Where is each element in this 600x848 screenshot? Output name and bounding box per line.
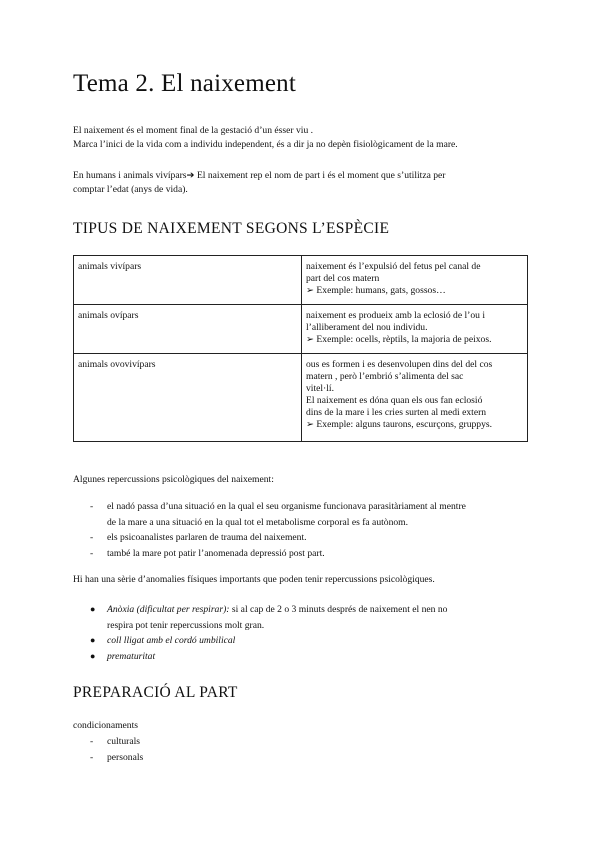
list-item: - personals	[90, 750, 143, 766]
list-item-continuation: de la mare a una situació en la qual tot el metabolisme corporal es fa autònom.	[107, 516, 409, 528]
table-row	[74, 256, 528, 305]
anomalies-intro: Hi han una sèrie d’anomalies físiques importants que poden tenir repercussions psicològiques.	[73, 574, 435, 585]
table-row	[74, 305, 528, 354]
section-heading-tipus: TIPUS DE NAIXEMENT SEGONS L’ESPÈCIE	[73, 220, 390, 237]
conditions-list	[90, 734, 143, 765]
description-line: matern , però l’embrió s’alimenta del sac	[306, 371, 464, 382]
birth-types-table	[73, 255, 528, 442]
anomalies-list	[90, 602, 540, 664]
page-title: Tema 2. El naixement	[73, 70, 297, 97]
dash-marker: -	[90, 501, 94, 512]
bullet-marker: ●	[90, 650, 96, 661]
list-item: ● Anòxia (dificultat per respirar): si al cap de 2 o 3 minuts després de naixement el nen no	[90, 602, 540, 618]
description-line: naixement és l’expulsió del fetus pel canal de	[306, 261, 481, 272]
list-item: - el nadó passa d’una situació en la qual el seu organisme funcionava parasitàriament al mentre	[90, 499, 540, 515]
description-line: vitel·lí.	[306, 383, 334, 394]
table-row	[74, 354, 528, 442]
list-item: - culturals	[90, 734, 143, 750]
table-cell-description	[302, 256, 528, 305]
dash-marker: -	[90, 532, 94, 543]
list-item-continuation: respira pot tenir repercussions molt gran.	[107, 619, 265, 631]
list-item: ● prematuritat	[90, 649, 540, 665]
intro-line-2: Marca l’inici de la vida com a individu independent, és a dir ja no depèn fisiològicament de la mare.	[73, 139, 458, 150]
repercussions-intro: Algunes repercussions psicològiques del naixement:	[73, 474, 274, 485]
dash-marker: -	[90, 736, 94, 747]
description-line: ous es formen i es desenvolupen dins del del cos	[306, 359, 493, 370]
table-cell-description	[302, 354, 528, 442]
dash-marker: -	[90, 547, 94, 559]
description-line: dins de la mare i les cries surten al medi extern	[306, 407, 487, 418]
list-item: - també la mare pot patir l’anomenada depressió post part.	[90, 546, 540, 562]
table-cell-type: animals ovovivípars	[74, 354, 302, 442]
table-cell-description	[302, 305, 528, 354]
bullet-marker: ●	[90, 604, 96, 614]
description-line: part del cos matern	[306, 273, 380, 284]
description-line: El naixement es dóna quan els ous fan eclosió	[306, 395, 483, 406]
list-item: - els psicoanalistes parlaren de trauma del naixement.	[90, 530, 540, 546]
intro-line-1: El naixement és el moment final de la gestació d’un ésser viu .	[73, 125, 314, 136]
table-cell-type: animals vivípars	[74, 256, 302, 305]
description-line: ➢ Exemple: ocells, rèptils, la majoria de peixos.	[306, 334, 492, 345]
description-line: naixement es produeix amb la eclosió de l’ou i	[306, 310, 486, 321]
description-line: ➢ Exemple: alguns taurons, escurçons, gruppys.	[306, 419, 493, 430]
intro-line-3: En humans i animals vivípars➔ El naixement rep el nom de part i és el moment que s’utilitza per	[73, 170, 446, 181]
section-heading-preparacio: PREPARACIÓ AL PART	[73, 684, 238, 701]
description-line: ➢ Exemple: humans, gats, gossos…	[306, 285, 446, 296]
intro-line-4: comptar l’edat (anys de vida).	[73, 184, 188, 195]
repercussions-list	[90, 499, 540, 561]
table-cell-type: animals ovípars	[74, 305, 302, 354]
dash-marker: -	[90, 751, 94, 763]
description-line: l’alliberament del nou individu.	[306, 322, 428, 333]
list-item: ● coll lligat amb el cordó umbilical	[90, 633, 540, 649]
conditions-label: condicionaments	[73, 720, 139, 731]
bullet-marker: ●	[90, 635, 96, 645]
